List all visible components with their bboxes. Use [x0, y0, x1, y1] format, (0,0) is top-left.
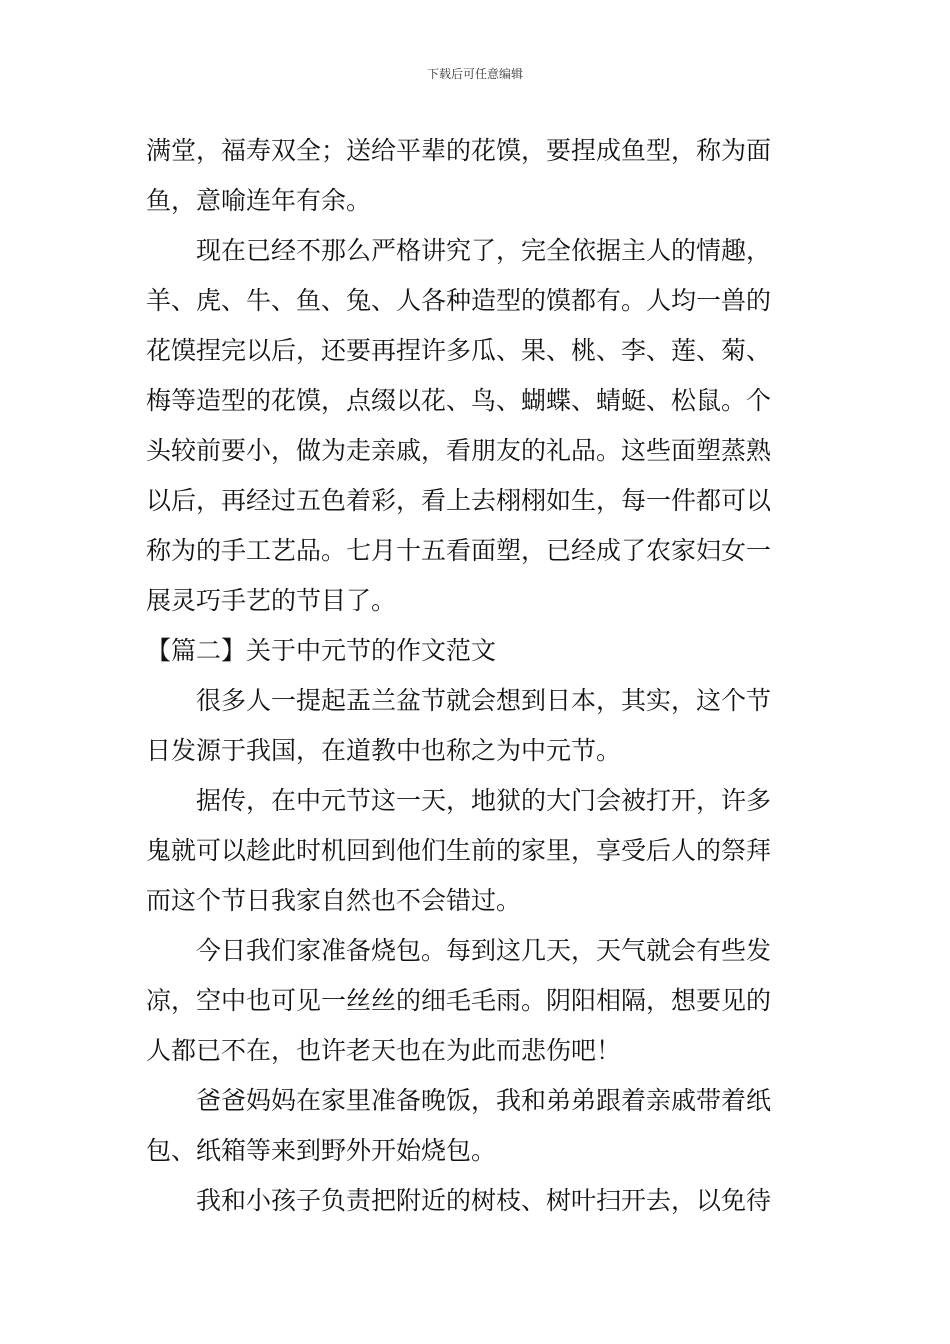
text-line: 鬼就可以趁此时机回到他们生前的家里，享受后人的祭拜 — [146, 836, 772, 865]
text-line: 包、纸箱等来到野外开始烧包。 — [146, 1136, 497, 1165]
section-heading: 【篇二】关于中元节的作文范文 — [146, 636, 497, 665]
text-line: 日发源于我国，在道教中也称之为中元节。 — [146, 736, 622, 765]
text-line: 而这个节日我家自然也不会错过。 — [146, 886, 522, 915]
text-line: 人都已不在，也许老天也在为此而悲伤吧！ — [146, 1036, 622, 1065]
text-line: 以后，再经过五色着彩，看上去栩栩如生，每一件都可以 — [146, 486, 772, 515]
text-line: 展灵巧手艺的节目了。 — [146, 586, 397, 615]
text-line: 现在已经不那么严格讲究了，完全依据主人的情趣， — [196, 236, 772, 265]
text-line: 鱼，意喻连年有余。 — [146, 186, 372, 215]
text-line: 满堂，福寿双全；送给平辈的花馍，要捏成鱼型，称为面 — [146, 136, 772, 165]
text-line: 羊、虎、牛、鱼、兔、人各种造型的馍都有。人均一兽的 — [146, 286, 772, 315]
text-line: 梅等造型的花馍，点缀以花、鸟、蝴蝶、蜻蜓、松鼠。个 — [146, 386, 772, 415]
document-body — [146, 126, 810, 1226]
text-line: 凉，空中也可见一丝丝的细毛毛雨。阴阳相隔，想要见的 — [146, 986, 772, 1015]
page-header: 下载后可任意编辑 — [426, 67, 523, 81]
text-line: 据传，在中元节这一天，地狱的大门会被打开，许多 — [196, 786, 772, 815]
text-line: 我和小孩子负责把附近的树枝、树叶扫开去，以免待 — [196, 1186, 772, 1215]
text-line: 头较前要小，做为走亲戚，看朋友的礼品。这些面塑蒸熟 — [146, 436, 772, 465]
text-line: 很多人一提起盂兰盆节就会想到日本，其实，这个节 — [196, 686, 772, 715]
text-line: 爸爸妈妈在家里准备晚饭，我和弟弟跟着亲戚带着纸 — [196, 1086, 772, 1115]
text-line: 花馍捏完以后，还要再捏许多瓜、果、桃、李、莲、菊、 — [146, 336, 772, 365]
text-line: 称为的手工艺品。七月十五看面塑，已经成了农家妇女一 — [146, 536, 772, 565]
text-line: 今日我们家准备烧包。每到这几天，天气就会有些发 — [196, 936, 772, 965]
